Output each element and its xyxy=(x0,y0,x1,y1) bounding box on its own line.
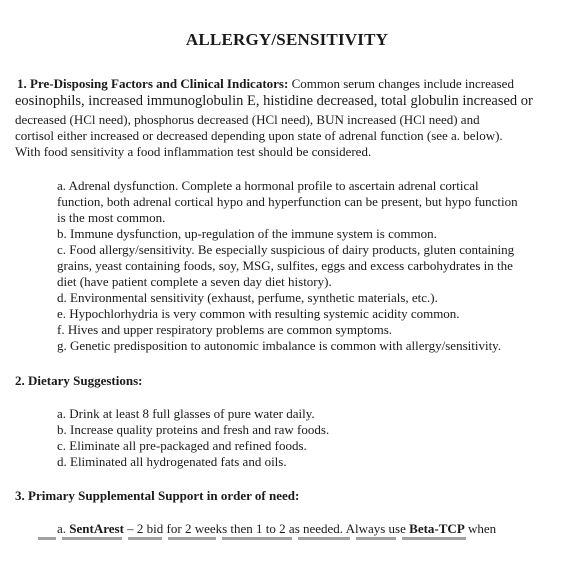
item-text: – 2 bid for 2 weeks then 1 to 2 as needed. Always use xyxy=(123,521,410,536)
list-item: a. Adrenal dysfunction. Complete a hormonal profile to ascertain adrenal cortical xyxy=(57,178,479,193)
section-1-first-line xyxy=(17,76,514,92)
list-item: e. Hypochlorhydria is very common with resulting systemic acidity common. xyxy=(57,306,460,321)
section-3-heading: 3. Primary Supplemental Support in order of need: xyxy=(15,488,300,503)
list-item xyxy=(57,521,496,537)
section-1-heading: Pre-Disposing Factors and Clinical Indicators: xyxy=(30,76,289,91)
item-text: when xyxy=(464,521,497,536)
list-item: b. Immune dysfunction, up-regulation of the immune system is common. xyxy=(57,226,437,241)
list-item: b. Increase quality proteins and fresh and raw foods. xyxy=(57,422,330,437)
section-1-intro-line: decreased (HCl need), phosphorus decreased (HCl need), BUN increased (HCl need) and xyxy=(15,112,480,127)
product-name: Beta-TCP xyxy=(409,521,465,536)
list-item: g. Genetic predisposition to autonomic imbalance is common with allergy/sensitivity. xyxy=(57,338,502,353)
section-1-intro-line: Common serum changes include increased xyxy=(291,76,514,91)
section-1-intro-line: eosinophils, increased immunoglobulin E, histidine decreased, total globulin increased or xyxy=(15,93,533,109)
list-item: d. Eliminated all hydrogenated fats and oils. xyxy=(57,454,287,469)
list-item: c. Food allergy/sensitivity. Be especially suspicious of dairy products, gluten containing xyxy=(57,242,515,257)
list-item: c. Eliminate all pre-packaged and refined foods. xyxy=(57,438,307,453)
page-title: ALLERGY/SENSITIVITY xyxy=(185,30,389,49)
section-1-intro-line: cortisol either increased or decreased depending upon state of adrenal function (see a. below). xyxy=(15,128,503,143)
item-prefix: a. xyxy=(57,521,70,536)
section-1-intro-line: With food sensitivity a food inflammation test should be considered. xyxy=(15,144,372,159)
section-1-number: 1. xyxy=(17,76,27,91)
clipped-text-line xyxy=(38,537,518,543)
section-2-heading: 2. Dietary Suggestions: xyxy=(15,373,143,388)
list-item: a. Drink at least 8 full glasses of pure water daily. xyxy=(57,406,315,421)
product-name: SentArest xyxy=(69,521,124,536)
list-item: grains, yeast containing foods, soy, MSG, sulfites, eggs and excess carbohydrates in the xyxy=(57,258,513,273)
list-item: d. Environmental sensitivity (exhaust, perfume, synthetic materials, etc.). xyxy=(57,290,438,305)
list-item: diet (have patient complete a seven day diet history). xyxy=(57,274,332,289)
list-item: function, both adrenal cortical hypo and hyperfunction can be present, but hypo function xyxy=(57,194,518,209)
list-item: f. Hives and upper respiratory problems are common symptoms. xyxy=(57,322,393,337)
list-item: is the most common. xyxy=(57,210,166,225)
